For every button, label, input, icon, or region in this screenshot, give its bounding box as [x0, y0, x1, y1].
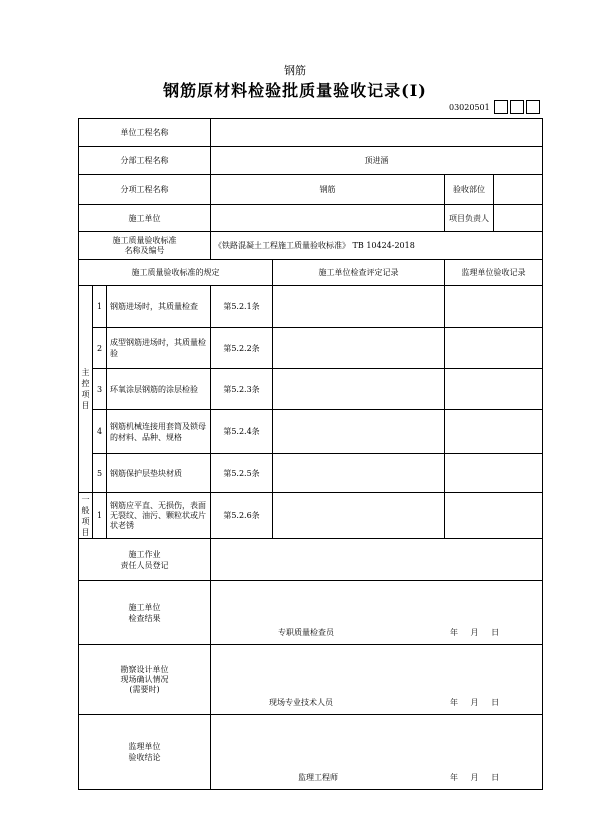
main-item-row	[79, 410, 543, 454]
project-manager-label: 项目负责人	[445, 205, 494, 231]
item-number: 1	[93, 286, 107, 328]
supervision-cell[interactable]	[445, 369, 543, 410]
main-item-row	[79, 328, 543, 369]
construction-unit-label: 施工单位	[79, 205, 211, 232]
main-item-row	[79, 286, 543, 328]
code-box-3[interactable]	[526, 100, 540, 114]
supervision-cell[interactable]	[445, 493, 543, 539]
operators-field[interactable]	[211, 539, 543, 581]
design-date: 年 月 日	[450, 698, 500, 707]
record-cell[interactable]	[273, 454, 445, 493]
main-control-label: 主 控 项 目	[79, 286, 93, 493]
supervision-cell[interactable]	[445, 286, 543, 328]
supervision-cell[interactable]	[445, 454, 543, 493]
supervision-cell[interactable]	[445, 328, 543, 369]
unit-project-label: 单位工程名称	[79, 119, 211, 147]
code-box-1[interactable]	[494, 100, 508, 114]
design-confirm-field[interactable]	[211, 645, 543, 715]
supervision-column-header: 监理单位验收记录	[445, 260, 543, 286]
supervision-engineer-label: 监理工程师	[298, 773, 339, 782]
check-result-field[interactable]	[211, 581, 543, 645]
general-label: 一 般 项 目	[79, 493, 93, 539]
subitem-field[interactable]: 钢筋	[211, 175, 445, 205]
item-text: 环氧涂层钢筋的涂层检验	[107, 369, 211, 410]
standard-value[interactable]: 《铁路混凝土工程施工质量验收标准》 TB 10424-2018	[211, 232, 543, 260]
record-cell[interactable]	[273, 493, 445, 539]
item-number: 5	[93, 454, 107, 493]
item-clause: 第5.2.2条	[211, 328, 273, 369]
project-manager-cell	[445, 205, 543, 232]
supervision-date: 年 月 日	[450, 773, 500, 782]
item-number: 2	[93, 328, 107, 369]
item-text: 钢筋机械连接用套筒及锁母的材料、品种、规格	[107, 410, 211, 454]
item-number: 4	[93, 410, 107, 454]
code-box-2[interactable]	[510, 100, 524, 114]
unit-project-field[interactable]	[211, 119, 543, 147]
record-cell[interactable]	[273, 328, 445, 369]
acceptance-part-label: 验收部位	[445, 175, 494, 204]
item-clause: 第5.2.1条	[211, 286, 273, 328]
project-manager-field[interactable]	[494, 205, 542, 231]
division-field[interactable]: 顶进涵	[211, 147, 543, 175]
form-category: 钢筋	[284, 64, 306, 77]
acceptance-part-cell	[445, 175, 543, 205]
item-clause: 第5.2.5条	[211, 454, 273, 493]
item-number: 1	[93, 493, 107, 539]
item-text: 钢筋保护层垫块材质	[107, 454, 211, 493]
item-text: 成型钢筋进场时，其质量检验	[107, 328, 211, 369]
acceptance-part-field[interactable]	[494, 175, 542, 204]
record-column-header: 施工单位检查评定记录	[273, 260, 445, 286]
standard-label-line1: 施工质量验收标准	[112, 235, 177, 245]
main-item-row	[79, 454, 543, 493]
item-number: 3	[93, 369, 107, 410]
design-confirm-label: 勘察设计单位 现场确认情况 (需要时)	[79, 645, 211, 715]
item-text: 钢筋应平直、无损伤，表面无裂纹、油污、颗粒状或片状老锈	[107, 493, 211, 539]
supervision-conclusion-label: 监理单位 验收结论	[79, 715, 211, 790]
item-clause: 第5.2.6条	[211, 493, 273, 539]
check-result-label: 施工单位 检查结果	[79, 581, 211, 645]
quality-inspector-label: 专职质量检查员	[278, 628, 335, 637]
item-clause: 第5.2.4条	[211, 410, 273, 454]
main-item-row	[79, 369, 543, 410]
item-text: 钢筋进场时，其质量检查	[107, 286, 211, 328]
item-clause: 第5.2.3条	[211, 369, 273, 410]
general-item-row	[79, 493, 543, 539]
record-cell[interactable]	[273, 286, 445, 328]
form-title: 钢筋原材料检验批质量验收记录(Ⅰ)	[163, 81, 427, 100]
record-cell[interactable]	[273, 410, 445, 454]
construction-unit-field[interactable]	[211, 205, 445, 232]
standard-label-line2: 名称及编号	[124, 245, 165, 255]
subitem-label: 分项工程名称	[79, 175, 211, 205]
design-technician-label: 现场专业技术人员	[269, 698, 334, 707]
check-date: 年 月 日	[450, 628, 500, 637]
division-label: 分部工程名称	[79, 147, 211, 175]
spec-column-header: 施工质量验收标准的规定	[79, 260, 273, 286]
standard-label	[79, 232, 211, 260]
form-code: 03020501	[449, 103, 490, 112]
operators-label: 施工作业 责任人员登记	[79, 539, 211, 581]
supervision-conclusion-field[interactable]	[211, 715, 543, 790]
supervision-cell[interactable]	[445, 410, 543, 454]
record-cell[interactable]	[273, 369, 445, 410]
acceptance-form-table	[78, 118, 543, 790]
